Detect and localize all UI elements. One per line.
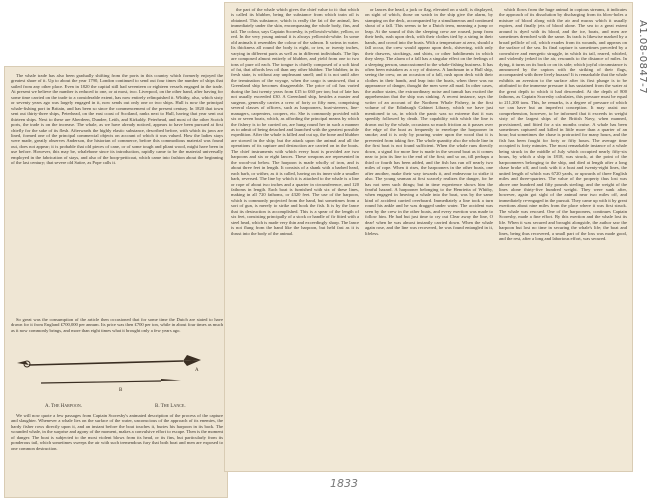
paragraph: We will now quote a few passages from Captain Scoresby's animated description of the process of the capture and slaughter. Whenever a whale lies on the surface of the water, unconscious of the approach of its enemies, the hardy fisher rows directly upon it, and an instant before the boat touches it, buries his harpoon in its back. The wounded whale, in the surprise and agony of the moment, makes a convulsive effort to escape. Then is the moment of danger. The boat is subjected to the most violent blows from its head, or its fins, but particularly from its ponderous tail, which sometimes sweeps the air with such tremendous fury that both boat and men are exposed to one common destruction.: [11, 413, 223, 451]
caption-lance: B. The Lance.: [155, 404, 186, 409]
harpoon-shaft: [29, 361, 183, 365]
lance-shaft: [41, 381, 161, 383]
right-clipping: [224, 2, 633, 472]
handwritten-year: 1833: [330, 477, 358, 490]
column-3: [365, 7, 493, 467]
paragraph: the part of the whale which gives the chief value to it: that which is called its blubber, being the substance from which train oil is obtained. This substance, which is really the fat of the animal, lies immediately under the skin, encompassing the whole body, fins, and tail. The colour, says Captain Scoresby, is yellowish-white, yellow, or red. In the very young animal it is always yellowish-white. In some old animals it resembles the colour of the salmon. It swims in water. Its thickness all round the body is eight, or ten, or twenty inches, varying in different parts as well as in different individuals. The lips are composed almost entirely of blubber, and yield from one to two tons of pure oil each. The tongue is chiefly composed of a soft kind of fat, that affords less oil than any other blubber. The blubber, in its fresh state, is without any unpleasant smell; and it is not until after the termination of the voyage, when the cargo is unstowed, that a Greenland ship becomes disagreeable. The price of oil has varied during the last twenty years from £15 to £60 per ton; but of late has not usually exceeded £30. A Greenland ship, besides a master and surgeon, generally carries a crew of forty or fifty men, comprising several classes of officers, such as harpooners, boat-steerers, line-managers, carpenters, coopers, etc. She is commonly provided with six or seven boats, which, as affording the principal means by which the fishery is to be carried on, are hung round her in such a manner as to admit of being detached and launched with the greatest possible expedition. After the whale is killed and cut up, the bone and blubber are stowed in the ship; but the attack upon the animal and all the operations of its capture and destruction are carried on in the boats. The chief instruments with which every boat is provided are two harpoons and six or eight lances. These weapons are represented in the wood-cut below. The harpoon is made wholly of iron, and is about three feet in length. It consists of a shank with a barbed head, each barb, or wither, as it is called, having on its inner side a smaller barb, reversed. The line by which it is attached to the whale is a line or rope of about two inches and a quarter in circumference, and 120 fathoms in length. Each boat is furnished with six of these lines, making in all 720 fathoms, or 4320 feet. The use of the harpoon, which is commonly projected from the hand, but sometimes from a sort of gun, is merely to strike and hook the fish. It is by the lance that its destruction is accomplished. This is a spear of the length of six feet, consisting principally of a stock or handle of fir fitted with a steel head, which is made very thin and exceedingly sharp. The lance is not flung from the hand like the harpoon, but held fast as it is thrust into the body of the animal.: [231, 7, 359, 236]
lance-blade: [161, 379, 181, 381]
paragraph: which flows from the huge animal in copious streams, it indicates the approach of its dissolution by discharging from its blow-holes a mixture of blood along with the air and mucus which it usually expires, and finally jets of blood alone. The sea to a great extent around is dyed with its blood, and the ice, boats, and men are sometimes drenched with the same. Its track is likewise marked by a broad pellicle of oil, which exudes from its wounds, and appears on the surface of the sea. Its final capture is sometimes preceded by a convulsive and energetic struggle, in which its tail, reared, whirled, and violently jerked in the air, resounds to the distance of miles. In dying, it turns on its back or on its side; which joyful circumstance is announced by the captors with the striking of their flags, accompanied with three lively huzzas! It is remarkable that the whale exhibits an aversion to the surface after its first plunge is to be attributed to the immense pressure it has sustained from the water at the great depth to which it had descended. At the depth of 800 fathoms, as Captain Scoresby calculates, this pressure must be equal to 211,200 tons. This, he remarks, is a degree of pressure of which we can have but an imperfect conception. It may assist our comprehension, however, to be informed that it exceeds in weight sixty of the largest ships of the British Navy, when manned, provisioned, and fitted for a six months cruise. A whale has been sometimes captured and killed in little more than a quarter of an hour; but sometimes the chase is protracted for many hours, and the fish has been fought for forty or fifty hours. The average time occupied is forty minutes. The most remarkable instance of a whale being struck in the middle of July which occupied nearly fifty-six hours, by which a ship in 1818, was struck, at the point of the harpoonneers belonging to the ship, and died at length after a long chase broke off, and took with it a boat and twenty-eight lines, the united length of which was 6720 yards, or upwards of three English miles and three-quarters. The value of the property thus lost was above one hundred and fifty pounds sterling; and the weight of the lines alone thirty-five hundred weight. They were sunk after, however, again got sight of the animal near two miles off, and immediately re-engaged in the pursuit. They came up with it by great exertions about nine miles from the place where it was first struck. The whale was rescued. One of the harpooners, continues Captain Scoresby, made a fine effort. By this exertion and the whale lost its life. When it was secured and brought alongside, the author saw the harpoon but lost no time in securing the whale's life; the boat and lines, being thus recovered, a small part of the loss was made good, and the rest, after a long and laborious effort, was secured.: [499, 7, 627, 242]
archive-code: A1.08-0847-7: [637, 20, 648, 95]
harpoon-barb-lower: [183, 360, 201, 366]
paragraph: The whale trade has also been gradually shifting from the ports in this country which formerly enjoyed the greatest share of it. Up to about the year 1790, London continued to send out four times the number of ships that sailed from any other place. Even in 1820 the capital still had seventeen or eighteen vessels engaged in the trade. At present we believe the number is reduced to one, or at most, two. Liverpool, on the other hand, after having for some time carried on the trade to a considerable extent, has now entirely relinquished it. Whitby, also, which sixty or seventy years ago was largely engaged in it, now sends out only one or two ships. Hull is now the principal whale-fishing port in Britain, and has been so since the commencement of the present century. In 1820 that town sent out thirty-three ships, Peterhead, on the east coast of Scotland, ranks next to Hull, having that year sent out thirteen ships. Next to these are Aberdeen, Dundee, Leith, and Kirkaldy. Peterhead, and most of the other Scotch ports, the trade is on the increase. The whale, as we have already noticed, appears to have been pursued at first chiefly for the sake of its flesh. Afterwards the highly elastic substance, described before, with which its jaws are lined, formed one of the principal commercial objects on account of which it was valued. How the ladies stays were made, greatly observes Anderson, the historian of commerce, before this commodious material was found out, does not appear; it is probable that old pieces of cane, or of some tough and pliant wood, might have been in use before. However, this may be, whalebone since its introduction, rapidly came to be the material universally employed in the fabrication of stays, and also of the hoop-petticoat, which came into fashion about the beginning of the last century; that severe old Satire, as Pope calls it.: [11, 73, 223, 166]
column-1-top: [11, 73, 223, 313]
woodcut-figure: [11, 339, 223, 409]
column-2: [231, 7, 359, 467]
figure-label-b: B: [119, 388, 123, 393]
harpoon-lance-illustration: [11, 339, 223, 401]
paragraph: So great was the consumption of the article then occasioned that for some time the Dutch are stated to have drawn for it from England £700,000 per annum. Its price was then £700 per ton, while in about four times as much as it now commonly brings, and more than eight times what it brought only a few years ago.: [11, 317, 223, 333]
column-1-bottom: [11, 413, 223, 495]
caption-harpoon: A. The Harpoon.: [45, 404, 82, 409]
paragraph: or lances the head, a jack or flag, elevated on a staff, is displayed, on sight of which, those on watch in the ship give the alarm, by stamping on the deck, accompanied by a simultaneous and continued shout of a fall. This seems to be a Dutch term, meaning a jump or leap. At the sound of this the sleeping crew are roused, jump from their beds, rush upon deck, with their clothes tied by a string in their hands, and crowd into the boats. With a temperature at zero, should a fall occur, the crew would appear upon deck, shivering, with only their drawers, stockings, and shirts, or other habiliments in which they sleep. The alarm of a fall has a singular effect on the feelings of a sleeping person, unaccustomed to the whale-fishing business. It has often been mistaken as a cry of distress. A landsman in a Hull ship, seeing the crew, on an occasion of a fall, rush upon deck with their clothes in their hands, and leap into the boats, when there was no appearance of danger, thought the men were all mad. In other cases, the author states, the extraordinary noise and tumult has excited the apprehension that the ship was sinking. A recent instance, says the writer of an account of the Northern Whale Fishery, in the first volume of the Edinburgh Cabinet Library, which we have just mentioned to us, in which the panic was so extreme that it was speedily followed by death. The capability with which the line is drawn out by the whale, occasions so much friction as it passes over the edge of the boat as frequently to envelope the harpooner in smoke; and it is only by pouring water upon the wood that it is prevented from taking fire. The whole quantity also the whole line in the first boat is not found sufficient. When the whale runs directly down, a signal for more line is made in the second boat as it comes near to join its line to the end of the first; and so on, till perhaps a third or fourth has been added, and the fish has run off nearly two miles of rope. When it rises, the harpooners in the other boats, one after another, make their way towards it, and endeavour to strike it also. The young seaman at first scarcely realizes the danger, for he has not seen such things; but in time experience shows him the fearful hazard. A harpooner belonging to the Henrietta of Whitby, when engaged in heaving a whale into the boat, was by the same kind of accident carried overboard. Immediately a line took a turn round his ankle and he was dragged under water. The accident was seen by the crew in the other boats, and every exertion was made to follow him. He had but just time to cry out Clear away the line, O dear! when he was almost instantly carried down. When the whale again rose, and the line was recovered, he was found entangled in it, lifeless.: [365, 7, 493, 236]
figure-label-a: A: [195, 368, 199, 373]
column-4: [499, 7, 627, 467]
harpoon-barb-upper: [183, 355, 201, 361]
harpoon-tail: [17, 361, 29, 365]
left-clipping: [4, 66, 228, 498]
